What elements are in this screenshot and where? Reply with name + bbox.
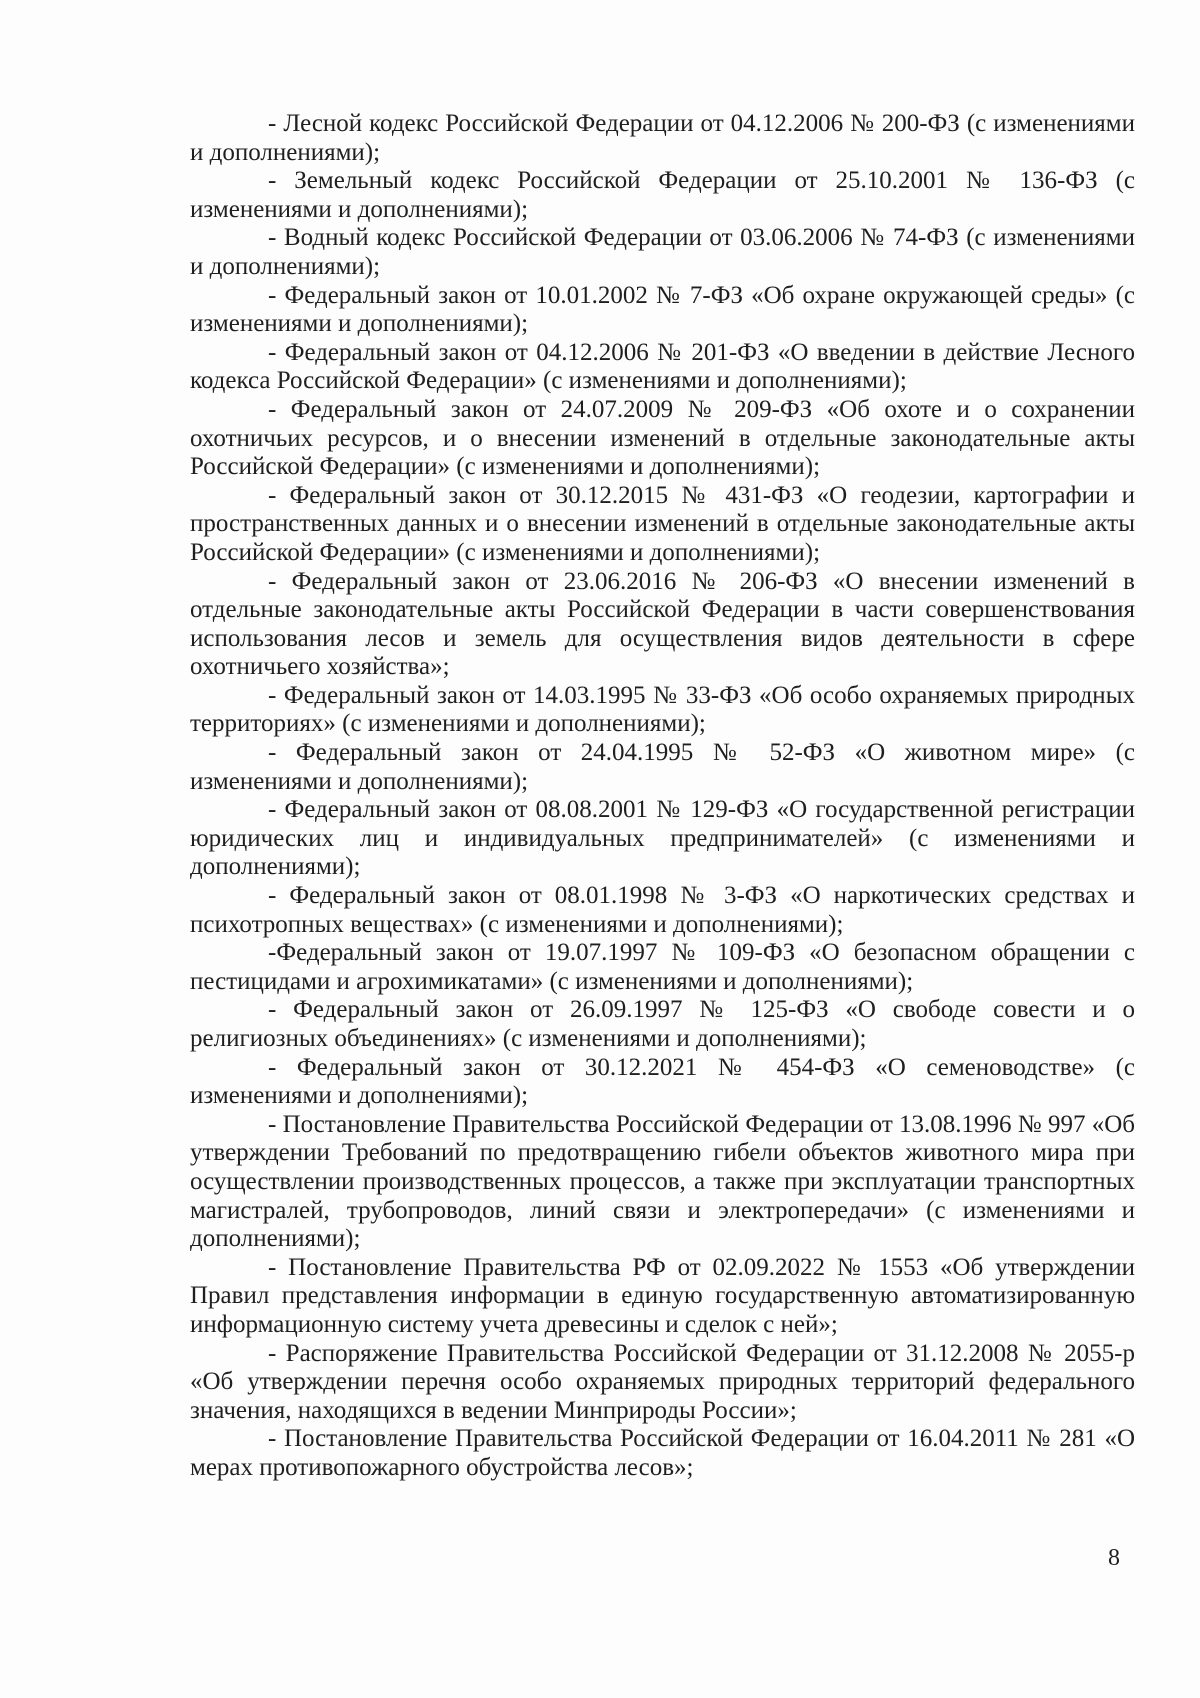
list-item: - Федеральный закон от 04.12.2006 № 201-ФЗ «О введении в действие Лесного кодекса Российской Федерации» (с изменениями и дополнениями);: [190, 338, 1135, 395]
list-item: - Постановление Правительства РФ от 02.09.2022 № 1553 «Об утверждении Правил представления информации в единую государственную автоматизированную информационную систему учета древесины и сделок с ней»;: [190, 1253, 1135, 1338]
list-item: - Федеральный закон от 24.07.2009 № 209-ФЗ «Об охоте и о сохранении охотничьих ресурсов, и о внесении изменений в отдельные законодательные акты Российской Федерации» (с изменениями и дополнениями);: [190, 395, 1135, 481]
list-item: - Федеральный закон от 26.09.1997 № 125-ФЗ «О свободе совести и о религиозных объединениях» (с изменениями и дополнениями);: [190, 996, 1135, 1052]
list-item: - Федеральный закон от 14.03.1995 № 33-ФЗ «Об особо охраняемых природных территориях» (с изменениями и дополнениями);: [190, 681, 1135, 738]
list-item: - Федеральный закон от 08.01.1998 № 3-ФЗ «О наркотических средствах и психотропных веществах» (с изменениями и дополнениями);: [190, 882, 1135, 938]
list-item: - Постановление Правительства Российской Федерации от 16.04.2011 № 281 «О мерах противопожарного обустройства лесов»;: [190, 1425, 1135, 1481]
list-item: -Федеральный закон от 19.07.1997 № 109-ФЗ «О безопасном обращении с пестицидами и агрохимикатами» (с изменениями и дополнениями);: [190, 939, 1135, 995]
list-item: - Федеральный закон от 30.12.2021 № 454-ФЗ «О семеноводстве» (с изменениями и дополнениями);: [190, 1053, 1135, 1110]
list-item: - Постановление Правительства Российской Федерации от 13.08.1996 № 997 «Об утверждении Требований по предотвращению гибели объектов животного мира при осуществлении производственных процессов, а также при эксплуатации транспортных магистралей, трубопроводов, линий связи и электропередачи» (с изменениями и дополнениями);: [190, 1110, 1135, 1253]
list-item: - Распоряжение Правительства Российской Федерации от 31.12.2008 № 2055-р «Об утверждении перечня особо охраняемых природных территорий федерального значения, находящихся в ведении Минприроды России»;: [190, 1339, 1135, 1424]
list-item: - Земельный кодекс Российской Федерации от 25.10.2001 № 136-ФЗ (с изменениями и дополнениями);: [190, 167, 1135, 223]
legal-acts-list: [190, 110, 1135, 1483]
list-item: - Федеральный закон от 23.06.2016 № 206-ФЗ «О внесении изменений в отдельные законодательные акты Российской Федерации в части совершенствования использования лесов и земель для осуществления видов деятельности в сфере охотничьего хозяйства»;: [190, 567, 1135, 681]
page-number: 8: [1108, 1545, 1120, 1571]
list-item: - Лесной кодекс Российской Федерации от 04.12.2006 № 200-ФЗ (с изменениями и дополнениями);: [190, 110, 1135, 166]
list-item: - Федеральный закон от 24.04.1995 № 52-ФЗ «О животном мире» (с изменениями и дополнениями);: [190, 739, 1135, 795]
list-item: - Федеральный закон от 08.08.2001 № 129-ФЗ «О государственной регистрации юридических лиц и индивидуальных предпринимателей» (с изменениями и дополнениями);: [190, 796, 1135, 881]
list-item: - Федеральный закон от 10.01.2002 № 7-ФЗ «Об охране окружающей среды» (с изменениями и дополнениями);: [190, 281, 1135, 338]
list-item: - Федеральный закон от 30.12.2015 № 431-ФЗ «О геодезии, картографии и пространственных данных и о внесении изменений в отдельные законодательные акты Российской Федерации» (с изменениями и дополнениями);: [190, 481, 1135, 566]
list-item: - Водный кодекс Российской Федерации от 03.06.2006 № 74-ФЗ (с изменениями и дополнениями);: [190, 224, 1135, 280]
